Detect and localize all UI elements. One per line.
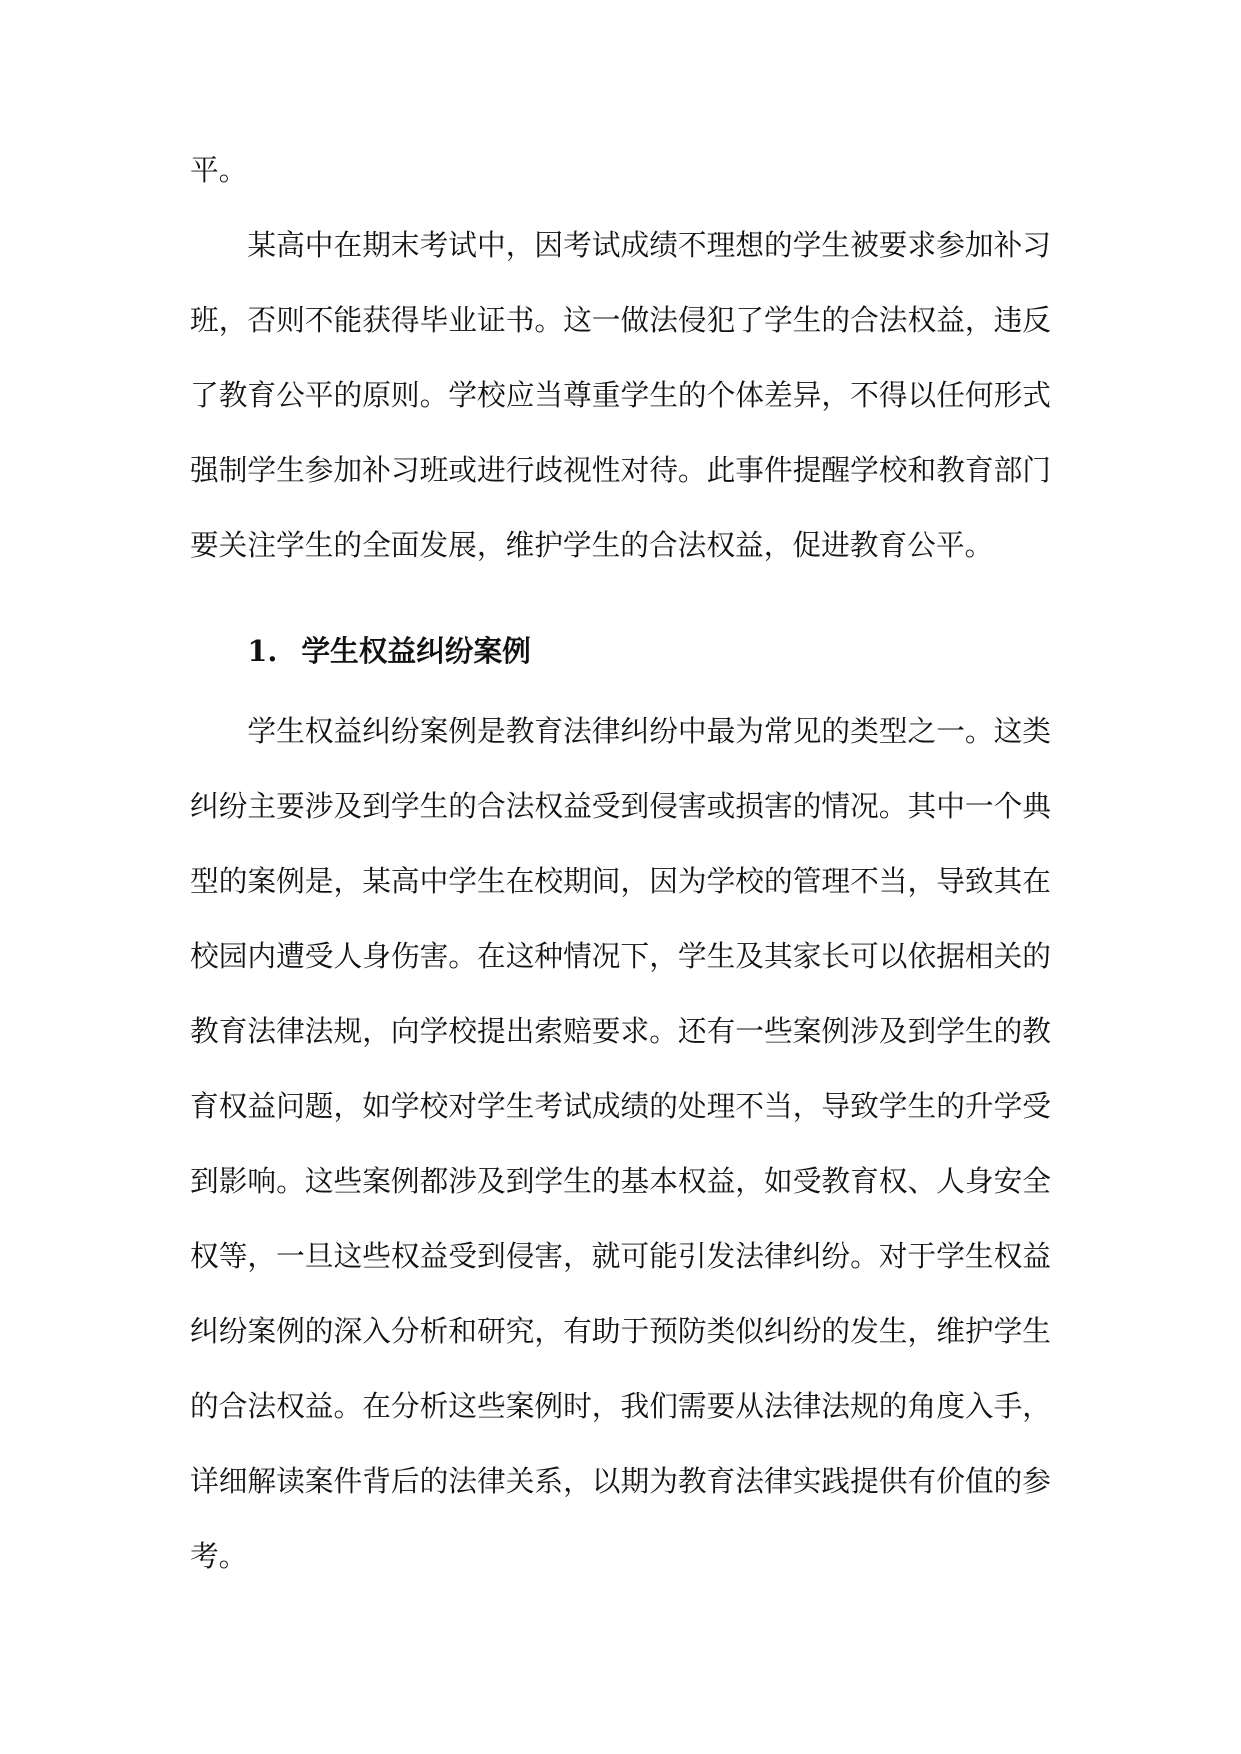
text-line: 到影响。这些案例都涉及到学生的基本权益，如受教育权、人身安全 (190, 1164, 1051, 1198)
text-line: 班，否则不能获得毕业证书。这一做法侵犯了学生的合法权益，违反 (190, 303, 1051, 337)
text-line: 纠纷案例的深入分析和研究，有助于预防类似纠纷的发生，维护学生 (190, 1314, 1051, 1348)
text-line: 教育法律法规，向学校提出索赔要求。还有一些案例涉及到学生的教 (190, 1014, 1051, 1048)
text-line: 要关注学生的全面发展，维护学生的合法权益，促进教育公平。 (190, 528, 994, 562)
text-line: 育权益问题，如学校对学生考试成绩的处理不当，导致学生的升学受 (190, 1089, 1051, 1123)
text-line: 权等，一旦这些权益受到侵害，就可能引发法律纠纷。对于学生权益 (190, 1239, 1051, 1273)
body-text (190, 133, 1051, 1594)
paragraph-continuation (190, 133, 1051, 208)
text-line: 校园内遭受人身伤害。在这种情况下，学生及其家长可以依据相关的 (190, 939, 1051, 973)
paragraph (190, 208, 1051, 583)
text-line: 的合法权益。在分析这些案例时，我们需要从法律法规的角度入手， (190, 1389, 1051, 1423)
text-line: 型的案例是，某高中学生在校期间，因为学校的管理不当，导致其在 (190, 864, 1051, 898)
text-line: 某高中在期末考试中，因考试成绩不理想的学生被要求参加补习 (247, 228, 1051, 262)
text-line: 纠纷主要涉及到学生的合法权益受到侵害或损害的情况。其中一个典 (190, 789, 1051, 823)
text-line: 了教育公平的原则。学校应当尊重学生的个体差异，不得以任何形式 (190, 378, 1051, 412)
paragraph (190, 694, 1051, 1594)
text-line: 详细解读案件背后的法律关系，以期为教育法律实践提供有价值的参 (190, 1464, 1051, 1498)
text-line: 考。 (190, 1539, 248, 1573)
section-number: 1. (247, 634, 278, 668)
section-heading (190, 614, 1051, 689)
text-line: 平。 (190, 153, 248, 187)
section-title: 学生权益纠纷案例 (301, 634, 531, 668)
text-line: 学生权益纠纷案例是教育法律纠纷中最为常见的类型之一。这类 (247, 714, 1051, 748)
text-line: 强制学生参加补习班或进行歧视性对待。此事件提醒学校和教育部门 (190, 453, 1051, 487)
